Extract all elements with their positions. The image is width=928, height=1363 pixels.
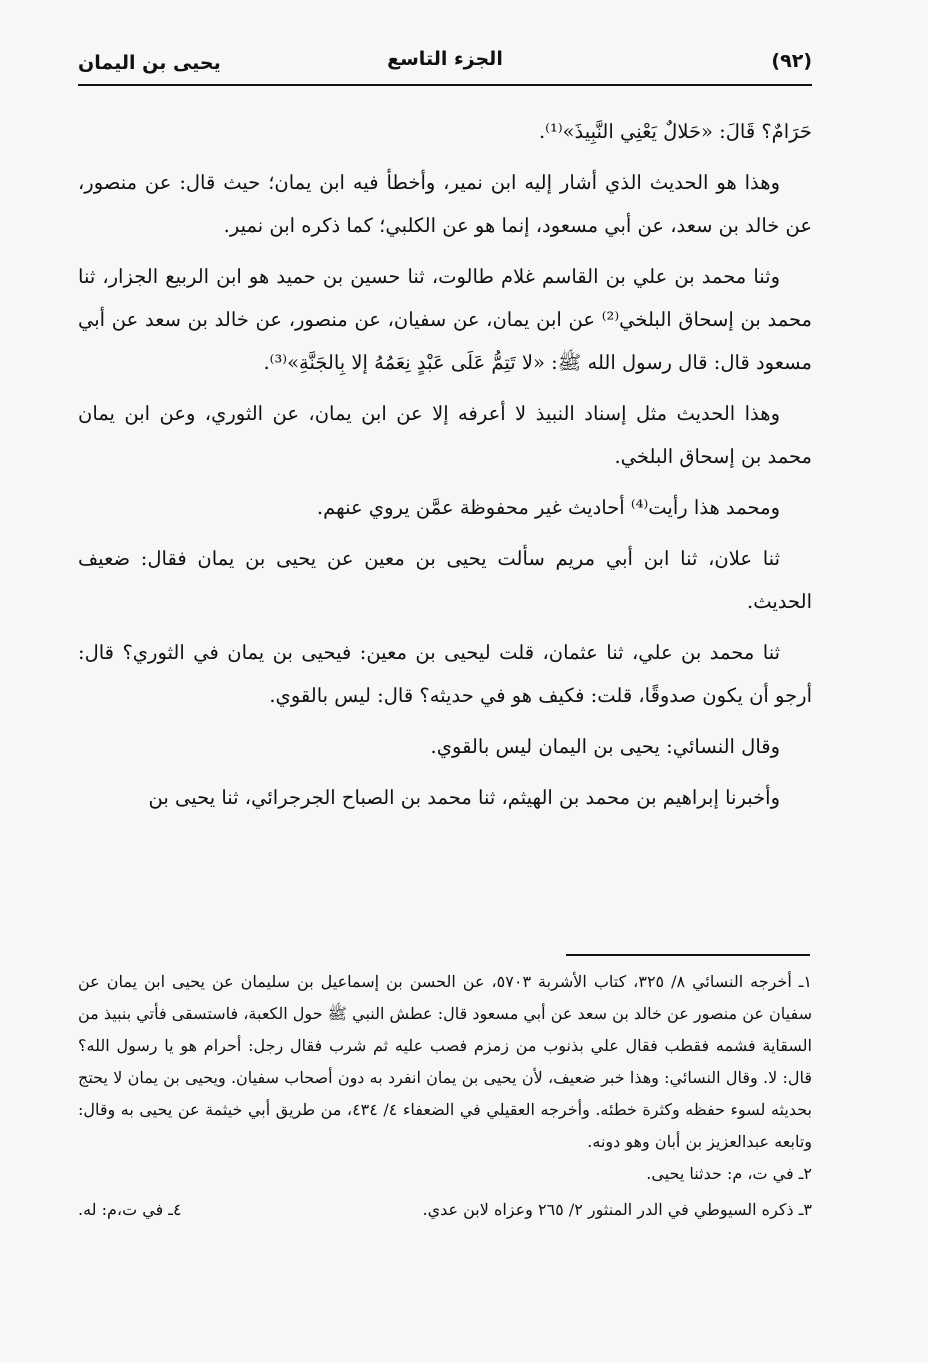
paragraph: وثنا محمد بن علي بن القاسم غلام طالوت، ثنا حسين بن حميد هو ابن الربيع الجزار، ثنا محمد بن إسحاق البلخي⁽²⁾ عن ابن يمان، عن سفيان، عن منصور، عن خالد بن سعد عن أبي مسعود قال: قال رسول الله ﷺ: «لا تَتِمُّ عَلَى عَبْدٍ نِعَمُهُ إلا بِالجَنَّةِ»⁽³⁾. [78, 265, 813, 374]
paragraph: وأخبرنا إبراهيم بن محمد بن الهيثم، ثنا محمد بن الصباح الجرجرائي، ثنا يحيى بن [148, 786, 780, 809]
main-text [78, 110, 812, 827]
paragraph: ثنا محمد بن علي، ثنا عثمان، قلت ليحيى بن معين: فيحيى بن يمان في الثوري؟ قال: أرجو أن يكون صدوقًا، قلت: فكيف هو في حديثه؟ قال: ليس بالقوي. [78, 641, 812, 707]
footnote-2: ٢ـ في ت، م: حدثنا يحيى. [646, 1164, 812, 1183]
footnotes [78, 966, 812, 1226]
paragraph: وهذا هو الحديث الذي أشار إليه ابن نمير، وأخطأ فيه ابن يمان؛ حيث قال: عن منصور، عن خالد بن سعد، عن أبي مسعود، إنما هو عن الكلبي؛ كما ذكره ابن نمير. [78, 171, 812, 237]
entry-name: يحيى بن اليمان [78, 52, 221, 74]
volume-title: الجزء التاسع [387, 48, 503, 70]
footnote-4: ٤ـ في ت،م: له. [78, 1200, 182, 1219]
footnote-row [78, 1194, 812, 1226]
paragraph: ومحمد هذا رأيت⁽⁴⁾ أحاديث غير محفوظة عمَّن يروي عنهم. [316, 496, 780, 519]
paragraph: ثنا علان، ثنا ابن أبي مريم سألت يحيى بن معين عن يحيى بن يمان فقال: ضعيف الحديث. [78, 547, 812, 613]
page-number: (٩٢) [771, 50, 812, 72]
footnote-3: ٣ـ ذكره السيوطي في الدر المنثور ٢/ ٢٦٥ وعزاه لابن عدي. [422, 1200, 812, 1219]
paragraph: وهذا الحديث مثل إسناد النبيذ لا أعرفه إلا عن ابن يمان، عن الثوري، وعن ابن يمان محمد بن إسحاق البلخي. [78, 402, 812, 468]
footnote-divider [566, 954, 810, 956]
footnote-1: ١ـ أخرجه النسائي ٨/ ٣٢٥، كتاب الأشربة ٥٧٠٣، عن الحسن بن إسماعيل بن سليمان عن يحيى ابن يمان عن سفيان عن منصور عن خالد بن سعد عن أبي مسعود قال: عطش النبي ﷺ حول الكعبة، فاستسقى فأتي بنبيذ من السقاية فشمه فقطب فقال علي بذنوب من زمزم فصب عليه ثم شرب فقال رجل: أحرام هو يا رسول الله؟ قال: لا. وقال النسائي: وهذا خبر ضعيف، لأن يحيى بن يمان انفرد به دون أصحاب سفيان. ويحيى بن يمان لا يحتج بحديثه لسوء حفظه وكثرة خطئه. وأخرجه العقيلي في الضعفاء ٤/ ٤٣٤، من طريق أبي خيثمة عن يحيى به وقال: وتابعه عبدالعزيز بن أبان وهو دونه. [78, 972, 813, 1151]
page-header [78, 44, 812, 86]
paragraph: حَرَامٌ؟ قَالَ: «حَلالٌ يَعْنِي النَّبِيذَ»⁽¹⁾. [538, 120, 812, 143]
paragraph: وقال النسائي: يحيى بن اليمان ليس بالقوي. [430, 735, 780, 758]
